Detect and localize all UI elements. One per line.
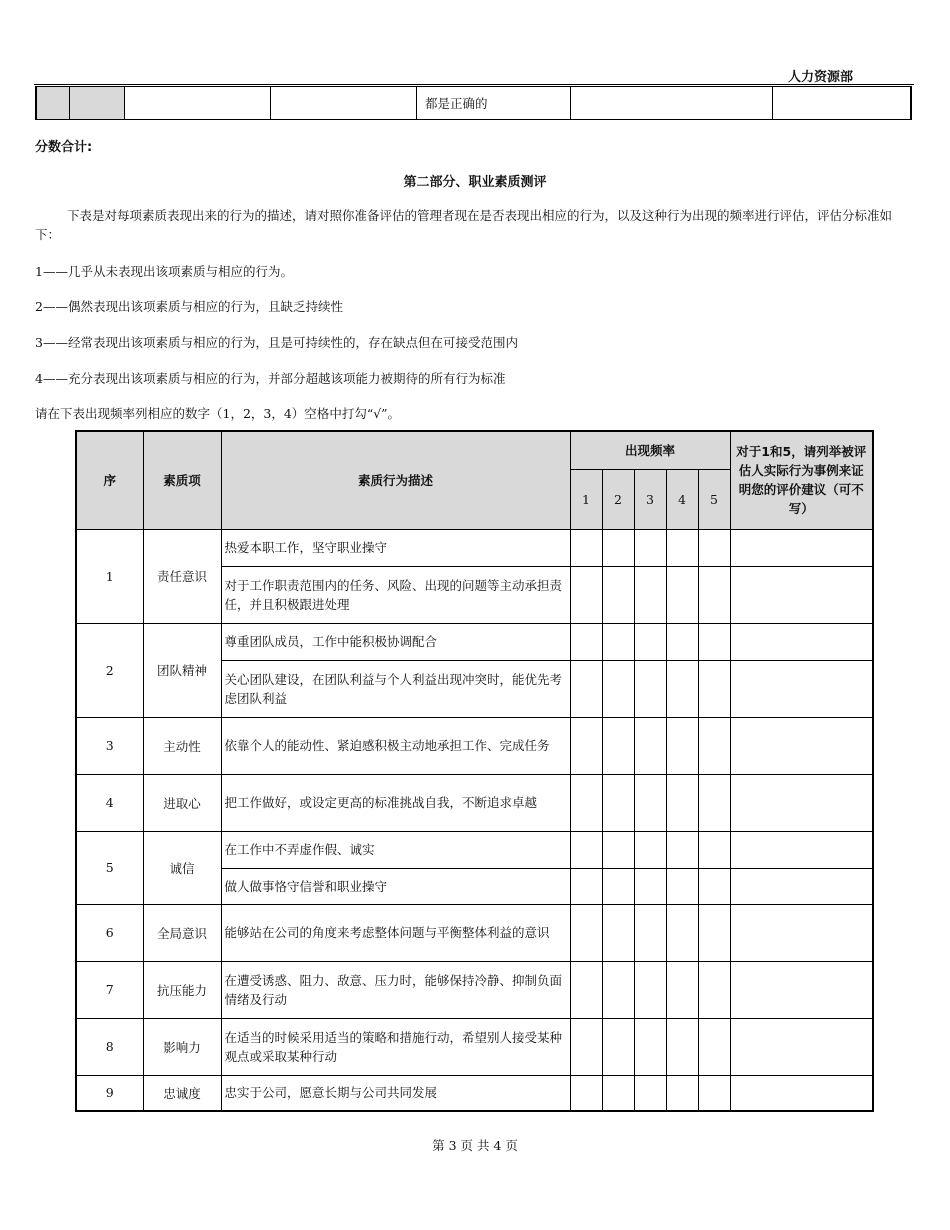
freq-cell-1[interactable] bbox=[570, 566, 602, 623]
freq-cell-1[interactable] bbox=[570, 961, 602, 1018]
row-description: 能够站在公司的角度来考虑整体问题与平衡整体利益的意识 bbox=[221, 904, 570, 961]
table-row bbox=[76, 529, 873, 566]
row-seq: 1 bbox=[76, 529, 143, 623]
table-row bbox=[76, 774, 873, 831]
row-item: 影响力 bbox=[143, 1018, 221, 1075]
evidence-cell[interactable] bbox=[730, 529, 873, 566]
freq-cell-5[interactable] bbox=[698, 831, 730, 868]
freq-cell-2[interactable] bbox=[602, 961, 634, 1018]
freq-cell-1[interactable] bbox=[570, 831, 602, 868]
freq-cell-3[interactable] bbox=[634, 717, 666, 774]
table-cell bbox=[125, 87, 271, 120]
freq-cell-5[interactable] bbox=[698, 623, 730, 660]
freq-cell-1[interactable] bbox=[570, 904, 602, 961]
previous-table-tail bbox=[35, 86, 912, 120]
freq-cell-3[interactable] bbox=[634, 566, 666, 623]
table-row bbox=[76, 831, 873, 868]
freq-level-2: 2 bbox=[602, 469, 634, 529]
freq-cell-1[interactable] bbox=[570, 868, 602, 904]
freq-cell-5[interactable] bbox=[698, 868, 730, 904]
row-seq: 8 bbox=[76, 1018, 143, 1075]
freq-level-5: 5 bbox=[698, 469, 730, 529]
freq-cell-3[interactable] bbox=[634, 831, 666, 868]
scale-item: 1——几乎从未表现出该项素质与相应的行为。 bbox=[35, 264, 293, 279]
freq-cell-2[interactable] bbox=[602, 623, 634, 660]
row-description: 忠实于公司，愿意长期与公司共同发展 bbox=[221, 1075, 570, 1111]
row-description: 在遭受诱惑、阻力、敌意、压力时，能够保持冷静、抑制负面情绪及行动 bbox=[221, 961, 570, 1018]
freq-cell-5[interactable] bbox=[698, 717, 730, 774]
freq-cell-5[interactable] bbox=[698, 774, 730, 831]
header-evidence: 对于1和5，请列举被评估人实际行为事例来证明您的评价建议（可不写） bbox=[730, 431, 873, 529]
freq-cell-1[interactable] bbox=[570, 717, 602, 774]
freq-cell-2[interactable] bbox=[602, 1075, 634, 1111]
row-item: 团队精神 bbox=[143, 623, 221, 717]
freq-cell-2[interactable] bbox=[602, 868, 634, 904]
header-seq: 序 bbox=[76, 431, 143, 529]
freq-cell-1[interactable] bbox=[570, 660, 602, 717]
row-description: 在适当的时候采用适当的策略和措施行动，希望别人接受某种观点或采取某种行动 bbox=[221, 1018, 570, 1075]
freq-cell-3[interactable] bbox=[634, 868, 666, 904]
row-seq: 5 bbox=[76, 831, 143, 904]
freq-cell-4[interactable] bbox=[666, 623, 698, 660]
header-item: 素质项 bbox=[143, 431, 221, 529]
freq-cell-1[interactable] bbox=[570, 1075, 602, 1111]
score-total-label: 分数合计: bbox=[35, 140, 93, 155]
row-seq: 4 bbox=[76, 774, 143, 831]
table-cell bbox=[571, 87, 773, 120]
evidence-cell[interactable] bbox=[730, 831, 873, 868]
table-row bbox=[76, 904, 873, 961]
freq-cell-4[interactable] bbox=[666, 1018, 698, 1075]
freq-cell-4[interactable] bbox=[666, 660, 698, 717]
row-description: 依靠个人的能动性、紧迫感积极主动地承担工作、完成任务 bbox=[221, 717, 570, 774]
row-item: 忠诚度 bbox=[143, 1075, 221, 1111]
table-row bbox=[76, 623, 873, 660]
freq-cell-1[interactable] bbox=[570, 1018, 602, 1075]
freq-cell-4[interactable] bbox=[666, 529, 698, 566]
evidence-cell[interactable] bbox=[730, 1018, 873, 1075]
row-seq: 6 bbox=[76, 904, 143, 961]
freq-cell-2[interactable] bbox=[602, 831, 634, 868]
freq-cell-2[interactable] bbox=[602, 529, 634, 566]
row-seq: 9 bbox=[76, 1075, 143, 1111]
freq-cell-2[interactable] bbox=[602, 1018, 634, 1075]
freq-cell-4[interactable] bbox=[666, 717, 698, 774]
row-description: 关心团队建设，在团队利益与个人利益出现冲突时，能优先考虑团队利益 bbox=[221, 660, 570, 717]
freq-cell-3[interactable] bbox=[634, 1018, 666, 1075]
intro-paragraph: 下表是对每项素质表现出来的行为的描述，请对照你准备评估的管理者现在是否表现出相应的行为，以及这种行为出现的频率进行评估，评估分标准如下： bbox=[35, 208, 893, 242]
freq-cell-4[interactable] bbox=[666, 961, 698, 1018]
freq-cell-3[interactable] bbox=[634, 623, 666, 660]
freq-cell-3[interactable] bbox=[634, 774, 666, 831]
freq-cell-4[interactable] bbox=[666, 566, 698, 623]
row-seq: 7 bbox=[76, 961, 143, 1018]
freq-cell-4[interactable] bbox=[666, 831, 698, 868]
freq-cell-4[interactable] bbox=[666, 868, 698, 904]
row-description: 对于工作职责范围内的任务、风险、出现的问题等主动承担责任，并且积极跟进处理 bbox=[221, 566, 570, 623]
evidence-cell[interactable] bbox=[730, 717, 873, 774]
freq-cell-5[interactable] bbox=[698, 1075, 730, 1111]
table-cell bbox=[70, 87, 125, 120]
freq-cell-1[interactable] bbox=[570, 529, 602, 566]
table-row bbox=[76, 1018, 873, 1075]
department-header: 人力资源部 bbox=[788, 70, 854, 85]
freq-cell-3[interactable] bbox=[634, 529, 666, 566]
freq-cell-4[interactable] bbox=[666, 904, 698, 961]
freq-cell-2[interactable] bbox=[602, 774, 634, 831]
scale-item: 3——经常表现出该项素质与相应的行为，且是可持续性的，存在缺点但在可接受范围内 bbox=[35, 335, 518, 350]
evidence-cell[interactable] bbox=[730, 623, 873, 660]
row-item: 全局意识 bbox=[143, 904, 221, 961]
row-item: 进取心 bbox=[143, 774, 221, 831]
table-row bbox=[76, 717, 873, 774]
table-cell bbox=[271, 87, 417, 120]
freq-cell-3[interactable] bbox=[634, 660, 666, 717]
evidence-cell[interactable] bbox=[730, 660, 873, 717]
row-seq: 2 bbox=[76, 623, 143, 717]
freq-cell-3[interactable] bbox=[634, 1075, 666, 1111]
table-cell-text: 都是正确的 bbox=[417, 87, 571, 120]
section-title: 第二部分、职业素质测评 bbox=[403, 175, 547, 190]
instruction-text: 请在下表出现频率列相应的数字（1，2，3，4）空格中打勾“√”。 bbox=[35, 406, 401, 421]
scale-item: 2——偶然表现出该项素质与相应的行为，且缺乏持续性 bbox=[35, 299, 343, 314]
freq-cell-5[interactable] bbox=[698, 529, 730, 566]
freq-cell-5[interactable] bbox=[698, 961, 730, 1018]
table-row bbox=[76, 1075, 873, 1111]
evidence-cell[interactable] bbox=[730, 904, 873, 961]
freq-cell-5[interactable] bbox=[698, 1018, 730, 1075]
freq-cell-2[interactable] bbox=[602, 566, 634, 623]
row-description: 做人做事恪守信誉和职业操守 bbox=[221, 868, 570, 904]
evidence-cell[interactable] bbox=[730, 566, 873, 623]
row-item: 诚信 bbox=[143, 831, 221, 904]
row-description: 在工作中不弄虚作假、诚实 bbox=[221, 831, 570, 868]
freq-cell-3[interactable] bbox=[634, 904, 666, 961]
row-item: 主动性 bbox=[143, 717, 221, 774]
row-description: 把工作做好，或设定更高的标准挑战自我，不断追求卓越 bbox=[221, 774, 570, 831]
freq-cell-1[interactable] bbox=[570, 623, 602, 660]
freq-cell-5[interactable] bbox=[698, 660, 730, 717]
header-description: 素质行为描述 bbox=[221, 431, 570, 529]
row-item: 抗压能力 bbox=[143, 961, 221, 1018]
row-description: 热爱本职工作，坚守职业操守 bbox=[221, 529, 570, 566]
freq-cell-2[interactable] bbox=[602, 660, 634, 717]
table-cell bbox=[36, 87, 70, 120]
freq-cell-4[interactable] bbox=[666, 1075, 698, 1111]
evidence-cell[interactable] bbox=[730, 1075, 873, 1111]
freq-level-1: 1 bbox=[570, 469, 602, 529]
row-seq: 3 bbox=[76, 717, 143, 774]
header-frequency: 出现频率 bbox=[570, 431, 730, 469]
freq-cell-1[interactable] bbox=[570, 774, 602, 831]
header-rule bbox=[34, 84, 914, 85]
freq-cell-5[interactable] bbox=[698, 904, 730, 961]
table-cell bbox=[773, 87, 912, 120]
row-item: 责任意识 bbox=[143, 529, 221, 623]
scale-item: 4——充分表现出该项素质与相应的行为，并部分超越该项能力被期待的所有行为标准 bbox=[35, 371, 506, 386]
freq-cell-4[interactable] bbox=[666, 774, 698, 831]
freq-cell-2[interactable] bbox=[602, 904, 634, 961]
evidence-cell[interactable] bbox=[730, 961, 873, 1018]
freq-level-3: 3 bbox=[634, 469, 666, 529]
freq-cell-2[interactable] bbox=[602, 717, 634, 774]
table-row bbox=[76, 961, 873, 1018]
freq-cell-3[interactable] bbox=[634, 961, 666, 1018]
competency-table bbox=[75, 430, 874, 1112]
row-description: 尊重团队成员，工作中能积极协调配合 bbox=[221, 623, 570, 660]
page-footer: 第 3 页 共 4 页 bbox=[432, 1138, 518, 1153]
freq-level-4: 4 bbox=[666, 469, 698, 529]
freq-cell-5[interactable] bbox=[698, 566, 730, 623]
evidence-cell[interactable] bbox=[730, 774, 873, 831]
evidence-cell[interactable] bbox=[730, 868, 873, 904]
